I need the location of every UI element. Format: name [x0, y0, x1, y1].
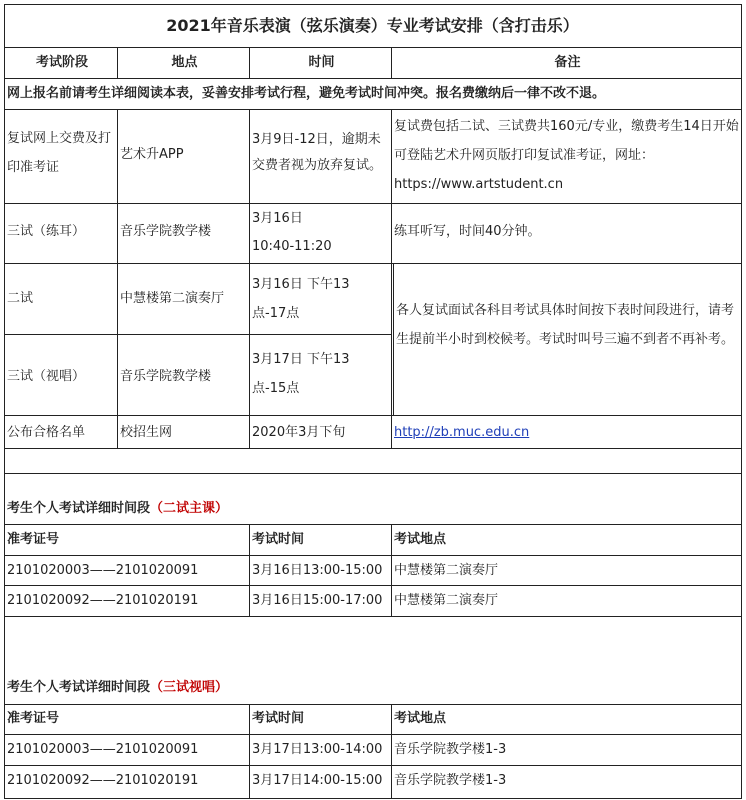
row3-place: 中慧楼第二演奏厅: [120, 291, 225, 306]
s3-header-place: 考试地点: [394, 711, 447, 726]
section2-tag: （二试主课）: [150, 501, 229, 516]
merged-note: 各人复试面试各科目考试具体时间按下表时间段进行，请考生提前半小时到校候考。考试时叫号三遍不到者不再补考。: [396, 303, 735, 347]
row5-stage: 公布合格名单: [7, 425, 86, 440]
header-time: 时间: [308, 55, 335, 70]
s3-row1-id: 2101020003——2101020091: [7, 742, 199, 757]
rule: [4, 585, 742, 586]
s3-row1-time: 3月17日13:00-14:00: [252, 742, 383, 757]
header-note: 备注: [554, 55, 581, 70]
rule: [4, 798, 742, 799]
rule: [4, 473, 742, 474]
rule: [4, 734, 742, 735]
row4-place: 音乐学院教学楼: [120, 369, 212, 384]
s3-header-id: 准考证号: [7, 711, 60, 726]
rule: [4, 524, 742, 525]
row4-stage: 三试（视唱）: [7, 369, 86, 384]
rule: [4, 109, 742, 110]
row1-note: 复试费包括二试、三试费共160元/专业，缴费考生14日开始可登陆艺术升网页版打印复试准考证，网址：https://www.artstudent.cn: [394, 119, 739, 192]
row3-time: 3月16日 下午13点-17点: [252, 277, 350, 321]
s2-row2-id: 2101020092——2101020191: [7, 593, 199, 608]
row3-stage: 二试: [7, 291, 34, 306]
section2-heading: [4, 497, 741, 520]
row1-stage: 复试网上交费及打印准考证: [7, 131, 112, 175]
row5-place: 校招生网: [120, 425, 173, 440]
row2-stage: 三试（练耳）: [7, 224, 86, 239]
page-title: 2021年音乐表演（弦乐演奏）专业考试安排（含打击乐）: [166, 16, 579, 35]
row5-time: 2020年3月下旬: [252, 425, 346, 440]
section3-tag: （三试视唱）: [150, 680, 229, 695]
row2-note: 练耳听写，时间40分钟。: [394, 224, 541, 239]
s2-header-id: 准考证号: [7, 532, 60, 547]
notice-text: 网上报名前请考生详细阅读本表，妥善安排考试行程，避免考试时间冲突。报名费缴纳后一律不改不退。: [7, 86, 606, 101]
admissions-link[interactable]: http://zb.muc.edu.cn: [394, 425, 530, 440]
rule: [4, 448, 742, 449]
s3-row2-id: 2101020092——2101020191: [7, 773, 199, 788]
s2-header-time: 考试时间: [252, 532, 305, 547]
section3-title: 考生个人考试详细时间段: [7, 680, 151, 695]
s3-row2-time: 3月17日14:00-15:00: [252, 773, 383, 788]
row4-time: 3月17日 下午13点-15点: [252, 352, 350, 396]
row2-time: 3月16日 10:40-11:20: [252, 211, 332, 254]
rule: [4, 263, 742, 264]
s3-row2-place: 音乐学院教学楼1-3: [394, 773, 507, 788]
rule: [4, 765, 742, 766]
rule: [4, 704, 742, 705]
row2-place: 音乐学院教学楼: [120, 224, 212, 239]
s2-row2-place: 中慧楼第二演奏厅: [394, 593, 499, 608]
header-stage: 考试阶段: [35, 55, 88, 70]
s2-row2-time: 3月16日15:00-17:00: [252, 593, 383, 608]
rule: [4, 415, 742, 416]
row1-place: 艺术升APP: [120, 147, 184, 162]
s2-row1-place: 中慧楼第二演奏厅: [394, 563, 499, 578]
s2-row1-id: 2101020003——2101020091: [7, 563, 199, 578]
rule: [4, 555, 742, 556]
s3-row1-place: 音乐学院教学楼1-3: [394, 742, 507, 757]
header-place: 地点: [171, 55, 198, 70]
s2-header-place: 考试地点: [394, 532, 447, 547]
rule: [4, 203, 742, 204]
frame-right-border: [741, 4, 742, 799]
rule: [4, 616, 742, 617]
rule: [4, 334, 391, 335]
s3-header-time: 考试时间: [252, 711, 305, 726]
row5-note-cell: [391, 421, 741, 444]
s2-row1-time: 3月16日13:00-15:00: [252, 563, 383, 578]
section2-title: 考生个人考试详细时间段: [7, 501, 151, 516]
row1-time: 3月9日-12日，逾期未交费者视为放弃复试。: [252, 132, 383, 173]
section3-heading: [4, 676, 741, 699]
